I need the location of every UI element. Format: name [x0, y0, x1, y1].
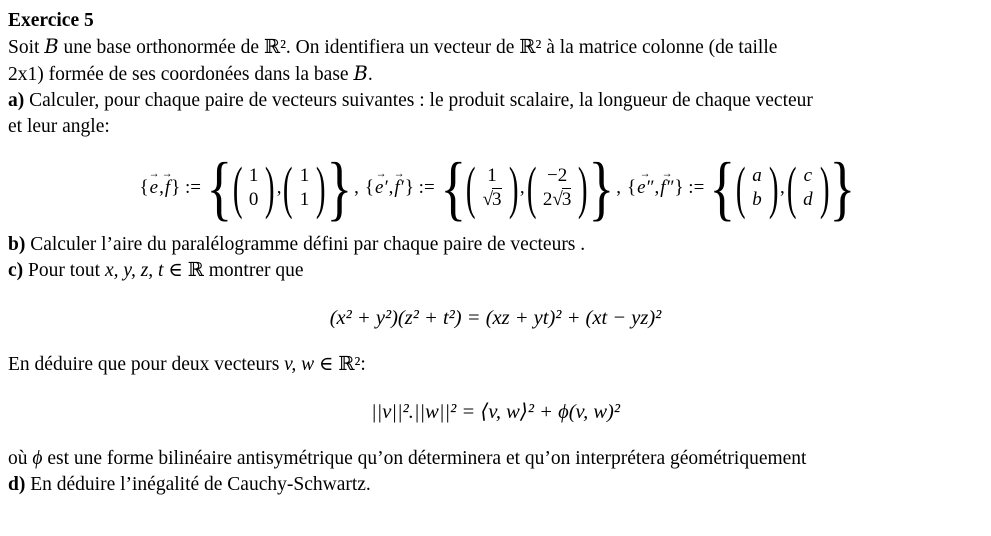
- vector-e-letter: e: [149, 177, 159, 198]
- matrix-f-prime: [526, 155, 588, 220]
- comma: ,: [276, 177, 282, 198]
- close-brace-assign: } :=: [171, 177, 201, 198]
- matrix-entry: c: [803, 165, 813, 186]
- norm-product-equation-text: ||v||².||w||² = ⟨v, w⟩² + ϕ(v, w)²: [371, 401, 620, 423]
- item-d-label: d): [8, 474, 26, 495]
- vector-arrow-icon: →: [148, 165, 160, 180]
- open-paren: (: [283, 155, 293, 220]
- vector-arrow-icon: →: [375, 165, 387, 180]
- close-brace-assign: } :=: [404, 177, 435, 198]
- comma: ,: [354, 177, 359, 198]
- sqrt-prefix: 2: [542, 189, 553, 210]
- big-open-brace: {: [206, 148, 233, 228]
- matrix-f: [283, 155, 326, 220]
- radicand: 3: [492, 189, 502, 210]
- big-open-brace: {: [440, 148, 466, 228]
- phi-line: [8, 446, 983, 472]
- big-close-brace: }: [588, 148, 614, 228]
- vector-arrow-icon: →: [661, 165, 673, 180]
- phi-text-1: où: [8, 448, 33, 469]
- matrix-column: [796, 164, 820, 212]
- close-paren: ): [265, 155, 275, 220]
- vector-e-prime-letter: e′: [375, 177, 388, 198]
- close-paren: ): [768, 155, 779, 220]
- open-brace: {: [139, 177, 149, 198]
- phi-symbol: ϕ: [32, 448, 43, 469]
- exercise-title: Exercice 5: [8, 10, 94, 31]
- item-b-line: [8, 232, 983, 258]
- vector-e-prime: [374, 165, 389, 200]
- item-d-text: En déduire l’inégalité de Cauchy-Schwartz.: [25, 474, 371, 495]
- matrix-column: [476, 164, 509, 212]
- deduce-variables: v, w: [284, 354, 315, 375]
- close-brace-assign: } :=: [674, 177, 705, 198]
- radical-sign: √: [482, 189, 494, 210]
- open-brace: {: [627, 177, 637, 198]
- matrix-entry: a: [752, 165, 762, 186]
- vector-f-second-letter: f″: [660, 177, 674, 198]
- intro-l1-text-a: Soit: [8, 37, 45, 58]
- intro-line-2: [8, 61, 983, 88]
- item-c-label: c): [8, 260, 24, 281]
- matrix-column: [293, 164, 317, 212]
- big-close-brace: }: [325, 148, 352, 228]
- set1-label: [139, 165, 201, 200]
- matrix-e: [232, 155, 275, 220]
- vector-e-second-letter: e″: [637, 177, 654, 198]
- vector-pairs-equation: [8, 148, 983, 228]
- phi-text-2: est une forme bilinéaire antisymétrique qu’on déterminera et qu’on interprétera géométriquement: [42, 448, 807, 469]
- vector-e-second: [636, 165, 654, 200]
- item-d-line: [8, 472, 983, 498]
- vector-arrow-icon: →: [639, 165, 651, 180]
- intro-l2-text-b: .: [367, 64, 373, 85]
- matrix-entry-sqrt: [543, 188, 571, 212]
- intro-l2-text-a: 2x1) formée de ses coordonées dans la base: [8, 64, 354, 85]
- item-b-text: Calculer l’aire du paralélogramme défini par chaque paire de vecteurs .: [25, 234, 586, 255]
- deduce-text-1: En déduire que pour deux vecteurs: [8, 354, 285, 375]
- deduce-line: [8, 352, 983, 378]
- close-paren: ): [508, 155, 519, 220]
- radical-sign: √: [552, 189, 563, 210]
- norm-product-equation: [8, 399, 983, 425]
- open-brace: {: [364, 177, 375, 198]
- matrix-entry: −2: [547, 165, 568, 186]
- open-paren: (: [526, 155, 537, 220]
- vector-arrow-icon: →: [393, 165, 405, 180]
- item-c-text-2: ∈ ℝ montrer que: [163, 260, 304, 281]
- intro-line-1: [8, 34, 983, 61]
- matrix-column: [242, 164, 266, 212]
- open-paren: (: [232, 155, 243, 220]
- big-open-brace: {: [709, 148, 736, 228]
- set2-label: [364, 165, 435, 200]
- comma: ,: [388, 177, 394, 198]
- vector-f-letter: f: [164, 177, 171, 198]
- matrix-e-second: [735, 155, 779, 220]
- matrix-entry: d: [803, 189, 813, 210]
- comma: ,: [519, 177, 525, 198]
- matrix-entry: 1: [299, 189, 310, 210]
- script-b-symbol: B: [44, 35, 59, 58]
- matrix-entry: 1: [248, 165, 259, 186]
- vector-f-prime: [393, 165, 405, 200]
- open-paren: (: [735, 155, 746, 220]
- vector-f-second: [659, 165, 674, 200]
- matrix-entry: b: [752, 189, 762, 210]
- item-a-text: Calculer, pour chaque paire de vecteurs suivantes : le produit scalaire, la longueur de chaque vecteur: [24, 90, 813, 111]
- vector-e: [148, 165, 160, 200]
- vector-f: [162, 165, 173, 200]
- matrix-entry-sqrt: [483, 188, 502, 212]
- item-c-text-1: Pour tout: [23, 260, 105, 281]
- close-paren: ): [578, 155, 588, 220]
- comma: ,: [616, 177, 621, 198]
- radicand: 3: [561, 189, 572, 210]
- close-paren: ): [819, 155, 830, 220]
- comma: ,: [780, 177, 785, 198]
- open-paren: (: [466, 155, 476, 220]
- matrix-entry: 0: [248, 189, 259, 210]
- matrix-entry: 1: [299, 165, 310, 186]
- comma: ,: [159, 177, 164, 198]
- close-paren: ): [316, 155, 326, 220]
- matrix-e-prime: [466, 155, 519, 220]
- item-a-label: a): [8, 90, 25, 111]
- item-c-line: [8, 258, 983, 284]
- open-paren: (: [786, 155, 797, 220]
- vector-arrow-icon: →: [162, 165, 173, 180]
- comma: ,: [654, 177, 660, 198]
- identity-equation-text: (x² + y²)(z² + t²) = (xz + yt)² + (xt − yz)²: [329, 307, 662, 329]
- matrix-column: [745, 164, 769, 212]
- deduce-text-2: ∈ ℝ²:: [314, 354, 366, 375]
- script-b-symbol: B: [353, 62, 368, 85]
- big-close-brace: }: [829, 148, 856, 228]
- set3-label: [627, 165, 705, 200]
- matrix-entry: 1: [487, 165, 497, 186]
- matrix-column: [536, 164, 578, 212]
- item-c-variables: x, y, z, t: [104, 260, 164, 281]
- matrix-f-second: [786, 155, 830, 220]
- item-b-label: b): [8, 234, 26, 255]
- vector-f-prime-letter: f′: [394, 177, 404, 198]
- identity-equation: [8, 305, 983, 331]
- intro-l1-text-b: une base orthonormée de ℝ². On identifiera un vecteur de ℝ² à la matrice colonne (de taille: [58, 37, 778, 58]
- item-a-line-2: et leur angle:: [8, 116, 110, 137]
- item-a-line-1: [8, 88, 983, 114]
